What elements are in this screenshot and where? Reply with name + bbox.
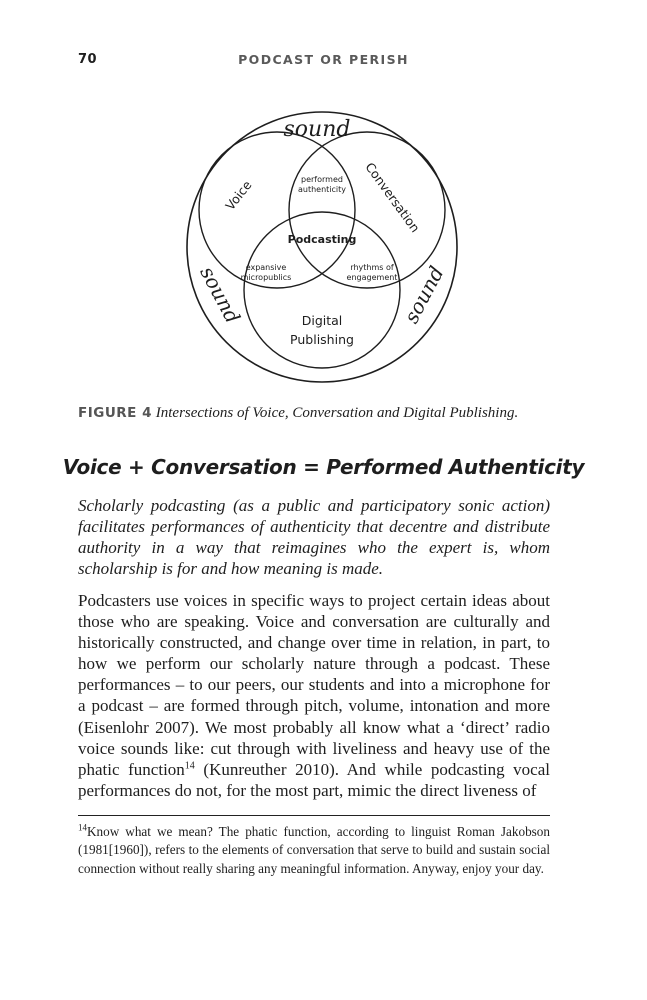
digital-label-line1: Digital	[301, 313, 343, 328]
footnote-number: 14	[78, 822, 87, 833]
overlap-top-line2: authenticity	[297, 185, 347, 194]
footnote-text: Know what we mean? The phatic function, according to linguist Roman Jakobson (1981[1960]), refers to the elements of conversation that serve to build and sustain social connection without really sharing any meaningful information. Anyway, enjoy your day.	[78, 824, 550, 876]
section-heading: Voice + Conversation = Performed Authenticity	[62, 455, 585, 479]
venn-diagram	[172, 110, 472, 385]
overlap-right-line1: rhythms of	[350, 263, 394, 272]
footnote-reference: 14	[184, 760, 195, 772]
running-title: PODCAST OR PERISH	[238, 52, 409, 67]
figure-caption-text: Intersections of Voice, Conversation and Digital Publishing.	[155, 405, 519, 421]
lead-paragraph: Scholarly podcasting (as a public and participatory sonic action) facilitates performances of authenticity that decentre and distribute authority in a way that reimagines who the expert is, whom scholarship is for and how meaning is made.	[78, 496, 550, 578]
conversation-label: Conversation	[362, 159, 424, 236]
overlap-left-line2: micropublics	[240, 273, 292, 282]
overlap-left-line1: expansive	[245, 263, 287, 272]
sound-label-top: sound	[283, 117, 351, 142]
sound-label-left: sound	[195, 262, 246, 328]
page-number: 70	[78, 52, 98, 67]
body-paragraph	[78, 590, 550, 801]
digital-label-line2: Publishing	[290, 332, 354, 347]
sound-label-right: sound	[398, 262, 449, 328]
footnote	[78, 823, 550, 878]
overlap-top-line1: performed	[301, 175, 343, 184]
figure-caption	[78, 405, 578, 422]
body-text-part1: Podcasters use voices in specific ways to project certain ideas about those who are speaking. Voice and conversation are culturally and historically constructed, and change over time in relation, in part, to how we perform our scholarly nature through a podcast. These performances – to our peers, our students and into a microphone for a podcast – are formed through pitch, volume, intonation and more (Eisenlohr 2007). We most probably all know what a ‘direct’ radio voice sounds like: cut through with liveliness and heavy use of the phatic function	[78, 591, 550, 779]
center-label: Podcasting	[287, 233, 357, 246]
voice-label: Voice	[222, 177, 255, 213]
overlap-right-line2: engagement	[346, 273, 398, 282]
footnote-divider	[78, 815, 550, 816]
body-text-part2: (Kunreuther 2010). And while podcasting vocal performances do not, for the most part, mimic the direct liveness of	[78, 759, 550, 800]
figure-caption-label: FIGURE 4	[78, 405, 152, 421]
